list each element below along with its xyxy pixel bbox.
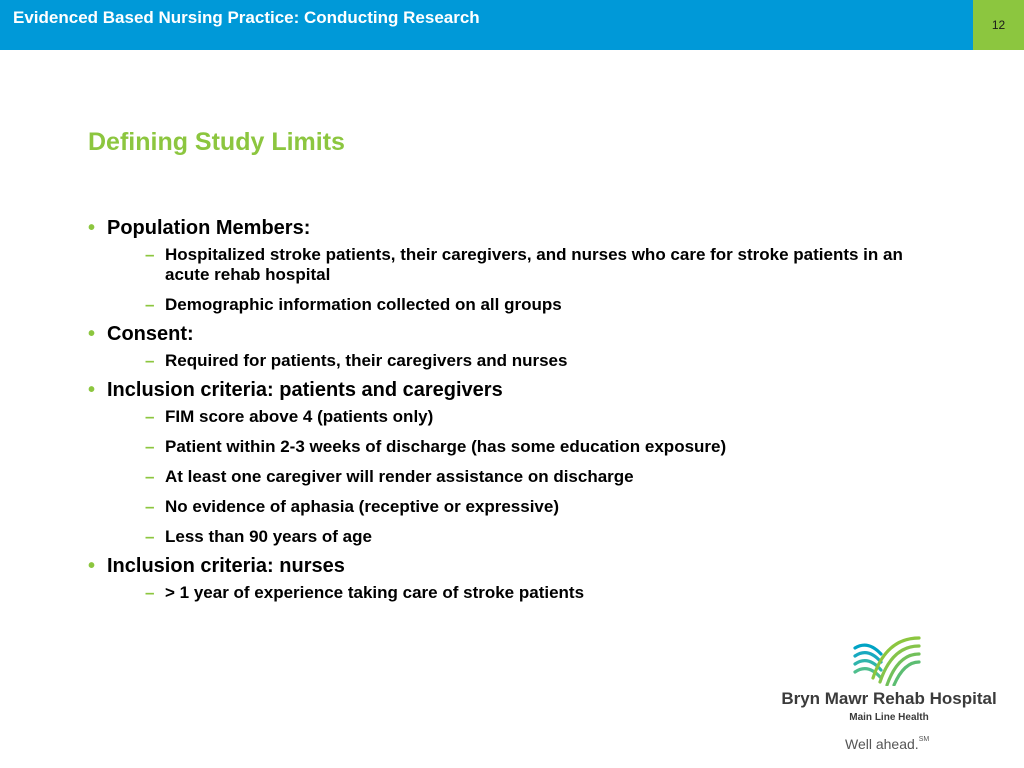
sub-item-text: FIM score above 4 (patients only) [165, 407, 434, 426]
sub-item [107, 527, 928, 547]
slide-title: Defining Study Limits [88, 128, 345, 156]
sub-item-text: > 1 year of experience taking care of stroke patients [165, 583, 585, 602]
hospital-logo [760, 630, 1020, 760]
sub-item-text: At least one caregiver will render assistance on discharge [165, 467, 634, 486]
bullet-marker: • [88, 217, 96, 239]
sub-item [107, 437, 928, 457]
bullet-text: Inclusion criteria: patients and caregivers [107, 379, 503, 401]
bullet-inclusion-nurses [88, 553, 928, 603]
sub-item-text: No evidence of aphasia (receptive or expressive) [165, 497, 560, 516]
slide-header [0, 0, 1024, 50]
bullet-marker: • [88, 379, 96, 401]
sub-item-text: Patient within 2-3 weeks of discharge (has some education exposure) [165, 437, 727, 456]
dash-marker: – [145, 467, 155, 486]
sub-item [107, 497, 928, 517]
bullet-marker: • [88, 555, 96, 577]
org-subname: Main Line Health [849, 712, 929, 723]
bullet-population [88, 215, 928, 315]
dash-marker: – [145, 351, 155, 370]
sub-item-text: Demographic information collected on all groups [165, 295, 562, 314]
trademark-mark: SM [918, 736, 930, 743]
dash-marker: – [145, 527, 155, 546]
sub-item [107, 245, 928, 285]
dash-marker: – [145, 245, 155, 264]
bullet-inclusion-patients [88, 377, 928, 547]
bullet-marker: • [88, 323, 96, 345]
sub-item [107, 407, 928, 427]
tagline [845, 736, 929, 752]
sub-item [107, 295, 928, 315]
page-number: 12 [973, 0, 1024, 50]
dash-marker: – [145, 295, 155, 314]
bullet-text: Consent: [107, 323, 194, 345]
bullet-text: Inclusion criteria: nurses [107, 555, 345, 577]
sub-item-text: Required for patients, their caregivers and nurses [165, 351, 568, 370]
tagline-text: Well ahead. [845, 736, 919, 752]
sub-item [107, 467, 928, 487]
arched-lines-logo-icon [852, 634, 922, 686]
dash-marker: – [145, 407, 155, 426]
sub-item [107, 583, 928, 603]
sub-list [107, 351, 928, 371]
bullet-consent [88, 321, 928, 371]
bullet-text: Population Members: [107, 217, 311, 239]
dash-marker: – [145, 497, 155, 516]
sub-item-text: Hospitalized stroke patients, their caregivers, and nurses who care for stroke patients in an acute rehab hospital [165, 245, 903, 284]
header-title: Evidenced Based Nursing Practice: Conducting Research [13, 8, 480, 27]
bullet-list [88, 215, 928, 603]
sub-item [107, 351, 928, 371]
sub-list [107, 583, 928, 603]
sub-list [107, 407, 928, 547]
sub-item-text: Less than 90 years of age [165, 527, 372, 546]
org-name: Bryn Mawr Rehab Hospital [781, 689, 997, 708]
dash-marker: – [145, 437, 155, 456]
dash-marker: – [145, 583, 155, 602]
sub-list [107, 245, 928, 315]
